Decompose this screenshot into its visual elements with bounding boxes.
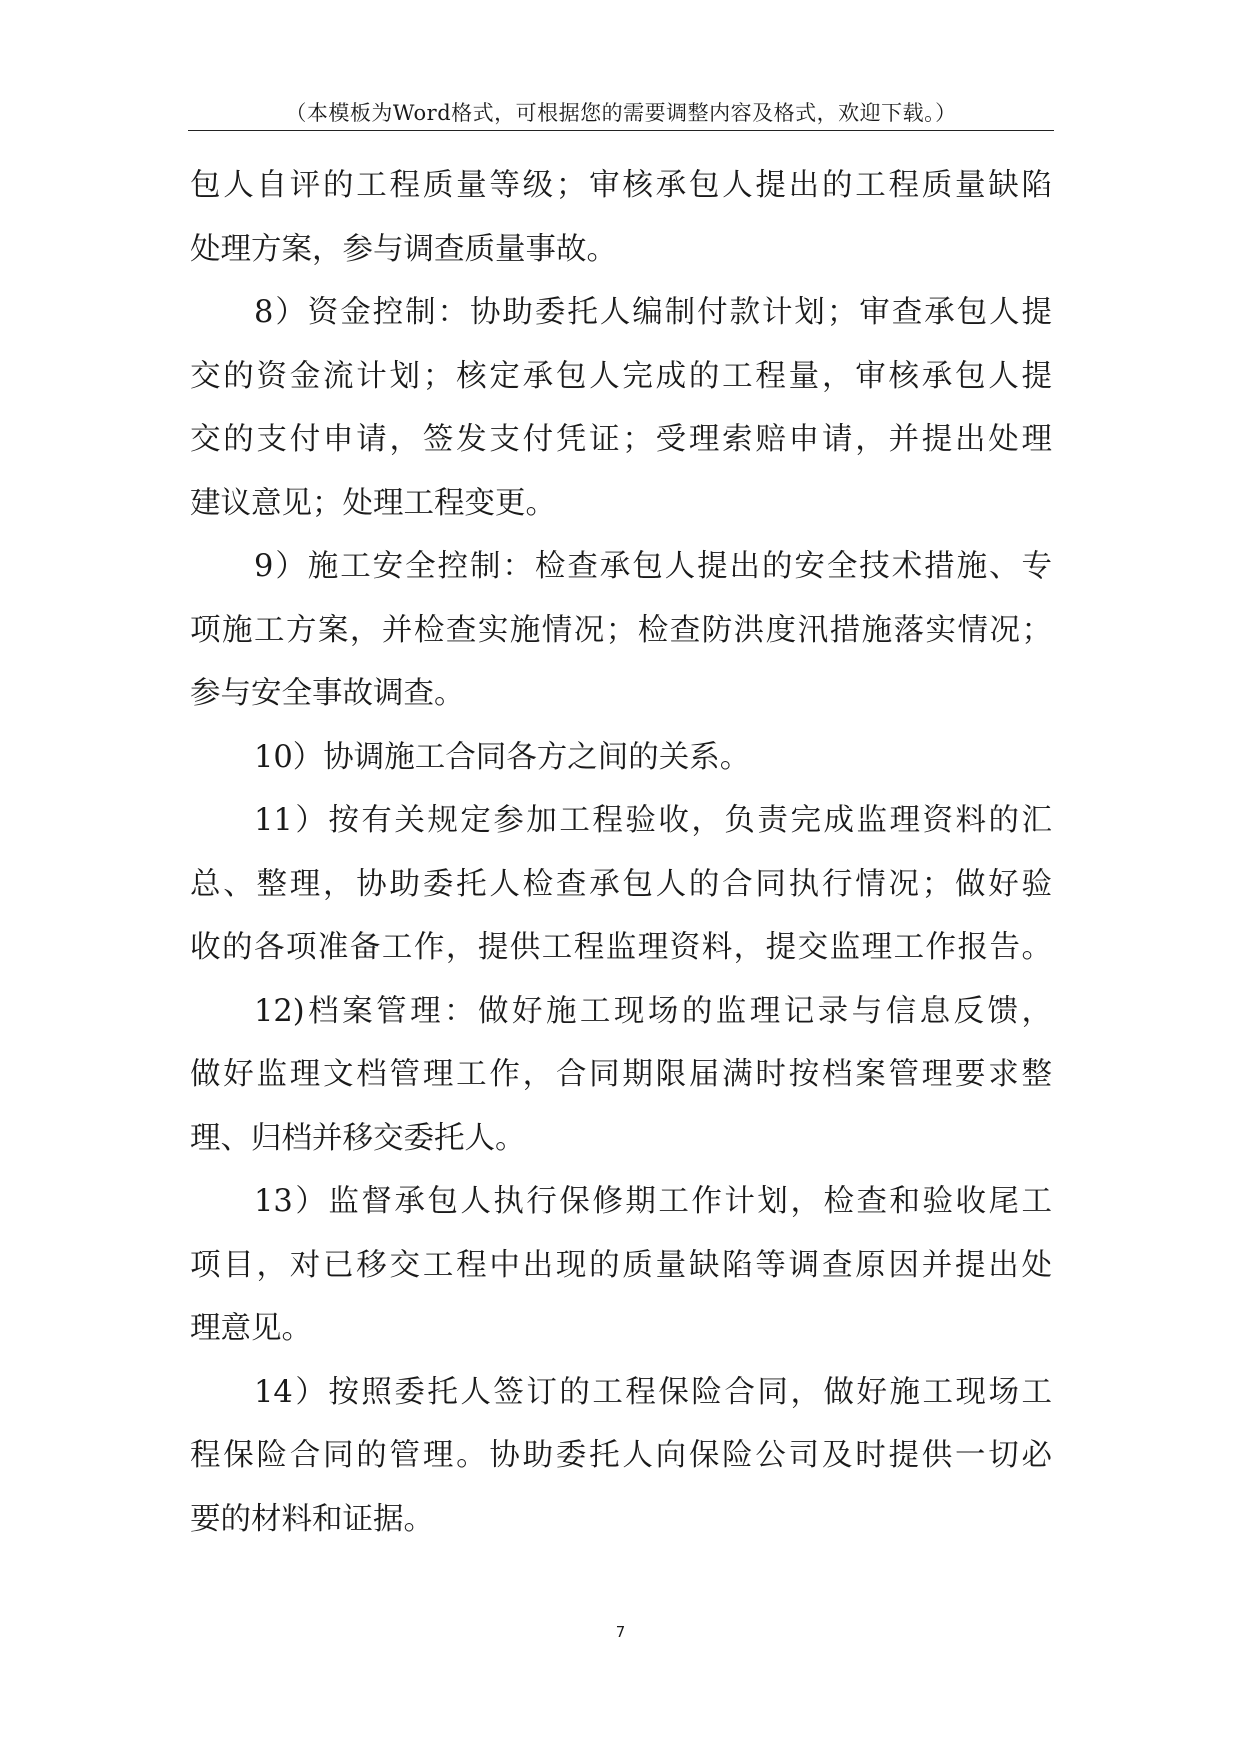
paragraph-item-12 <box>190 980 1052 1171</box>
text-line: 处理方案，参与调查质量事故。 <box>190 231 617 267</box>
text-line: 做好监理文档管理工作，合同期限届满时按档案管理要求整 <box>190 1057 1052 1092</box>
document-body <box>190 154 1052 1551</box>
paragraph-quality-continued <box>190 154 1052 281</box>
text-line: 理、归档并移交委托人。 <box>190 1120 526 1156</box>
text-line: 8）资金控制：协助委托人编制付款计划；审查承包人提 <box>254 295 1052 330</box>
text-line: 理意见。 <box>190 1311 312 1346</box>
text-line: 总、整理，协助委托人检查承包人的合同执行情况；做好验 <box>190 866 1052 902</box>
header-divider <box>188 130 1054 131</box>
text-line: 包人自评的工程质量等级；审核承包人提出的工程质量缺陷 <box>190 168 1052 203</box>
paragraph-item-14 <box>190 1361 1052 1552</box>
text-line: 参与安全事故调查。 <box>190 676 465 711</box>
text-line: 13）监督承包人执行保修期工作计划，检查和验收尾工 <box>254 1184 1052 1219</box>
paragraph-item-13 <box>190 1170 1052 1361</box>
page-number: 7 <box>615 1623 626 1641</box>
text-line: 9）施工安全控制：检查承包人提出的安全技术措施、专 <box>254 549 1052 584</box>
template-note: （本模板为Word格式，可根据您的需要调整内容及格式，欢迎下载。） <box>285 101 957 125</box>
text-line: 项施工方案，并检查实施情况；检查防洪度汛措施落实情况； <box>190 612 1052 648</box>
paragraph-item-8 <box>190 281 1052 535</box>
paragraph-item-9 <box>190 535 1052 726</box>
text-line: 项目，对已移交工程中出现的质量缺陷等调查原因并提出处 <box>190 1247 1052 1283</box>
text-line: 12)档案管理：做好施工现场的监理记录与信息反馈， <box>254 993 1052 1029</box>
text-line: 14）按照委托人签订的工程保险合同，做好施工现场工 <box>254 1374 1052 1410</box>
paragraph-item-10 <box>190 726 1052 790</box>
text-line: 建议意见；处理工程变更。 <box>190 485 556 521</box>
text-line: 11）按有关规定参加工程验收，负责完成监理资料的汇 <box>254 803 1052 838</box>
text-line: 交的资金流计划；核定承包人完成的工程量，审核承包人提 <box>190 358 1052 394</box>
paragraph-item-11 <box>190 789 1052 980</box>
text-line: 程保险合同的管理。协助委托人向保险公司及时提供一切必 <box>190 1438 1052 1473</box>
text-line: 10）协调施工合同各方之间的关系。 <box>254 739 751 775</box>
text-line: 交的支付申请，签发支付凭证；受理索赔申请，并提出处理 <box>190 422 1052 457</box>
text-line: 要的材料和证据。 <box>190 1501 434 1537</box>
text-line: 收的各项准备工作，提供工程监理资料，提交监理工作报告。 <box>190 930 1052 965</box>
